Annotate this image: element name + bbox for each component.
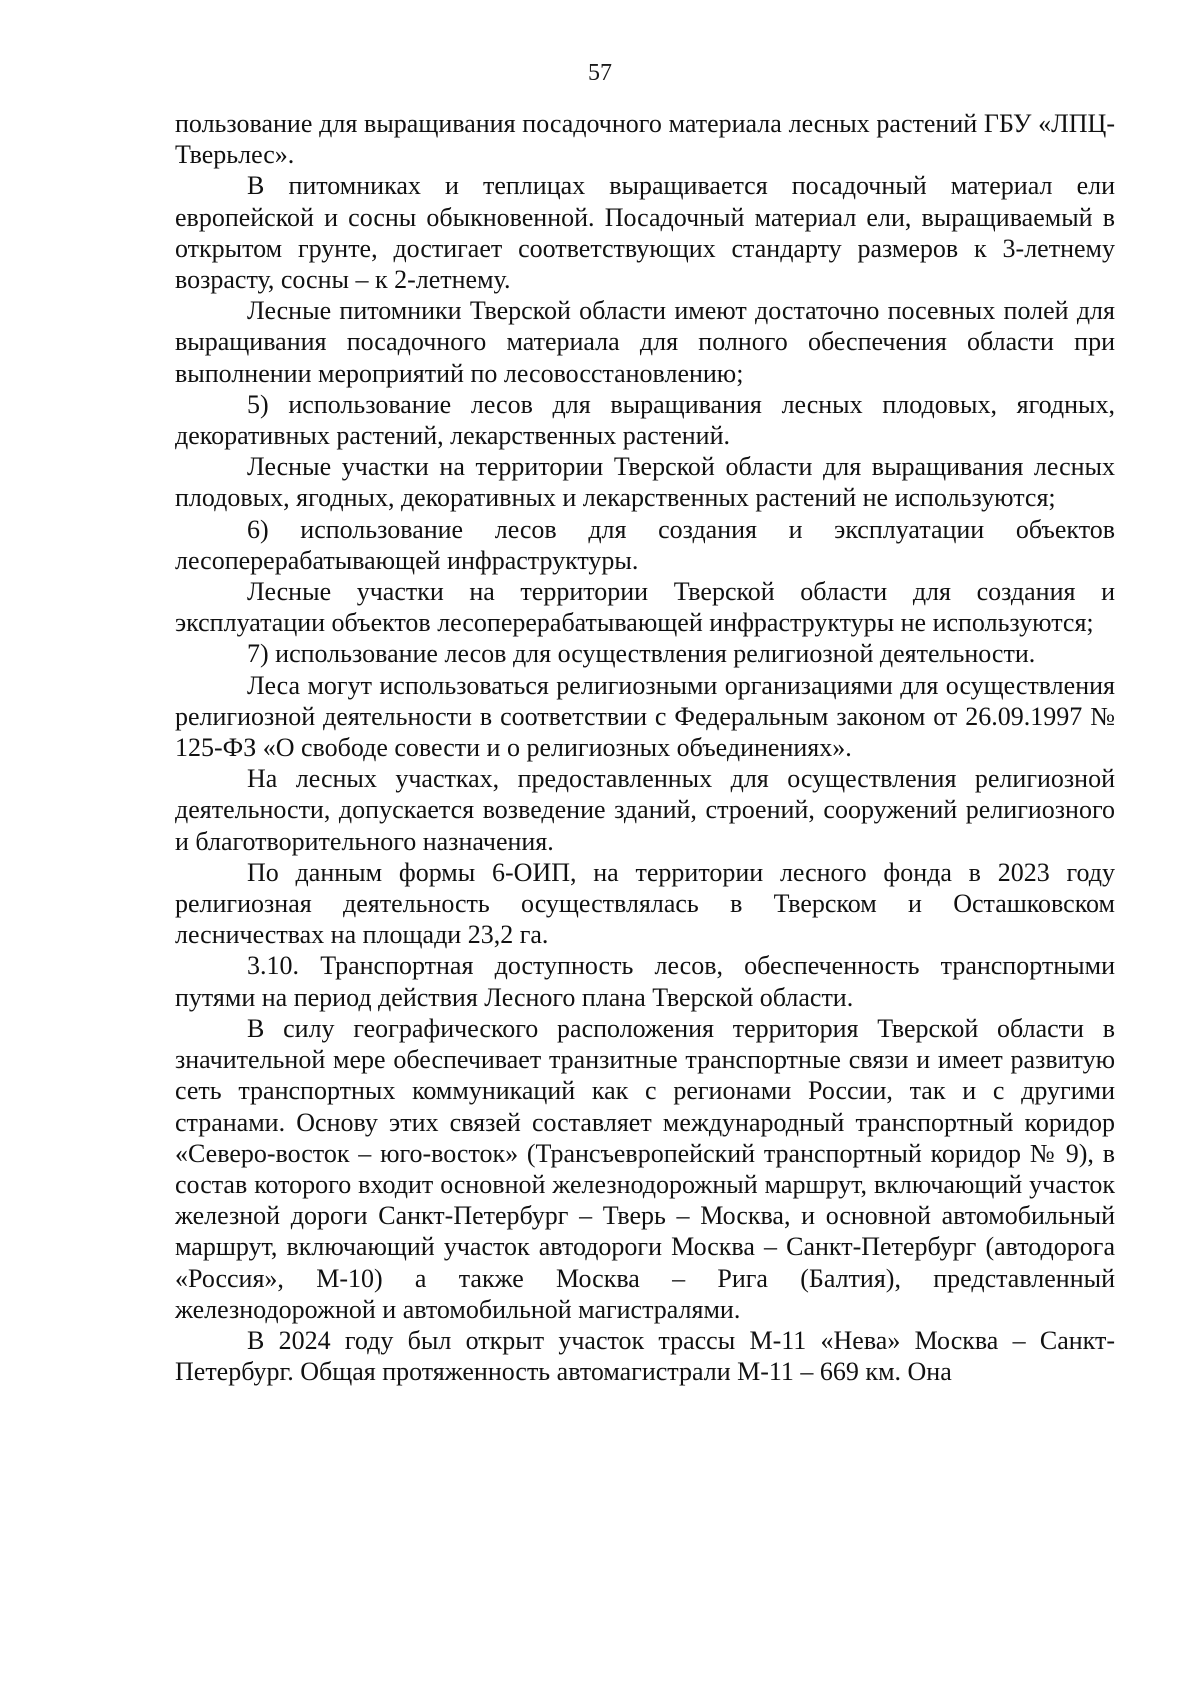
document-body: [175, 108, 1115, 1387]
paragraph: В силу географического расположения территория Тверской области в значительной мере обеспечивает транзитные транспортные связи и имеет развитую сеть транспортных коммуникаций как с регионами России, так и с другими странами. Основу этих связей составляет международный транспортный коридор «Северо-восток – юго-восток» (Трансъевропейский транспортный коридор № 9), в состав которого входит основной железнодорожный маршрут, включающий участок железной дороги Санкт-Петербург – Тверь – Москва, и основной автомобильный маршрут, включающий участок автодороги Москва – Санкт-Петербург (автодорога «Россия», М-10) а также Москва – Рига (Балтия), представленный железнодорожной и автомобильной магистралями.: [175, 1013, 1115, 1324]
page-number: 57: [588, 60, 612, 86]
paragraph: В 2024 году был открыт участок трассы М-11 «Нева» Москва – Санкт-Петербург. Общая протяженность автомагистрали М-11 – 669 км. Она: [175, 1325, 1115, 1387]
paragraph: На лесных участках, предоставленных для осуществления религиозной деятельности, допускается возведение зданий, строений, сооружений религиозного и благотворительного назначения.: [175, 764, 1115, 856]
paragraph: Лесные питомники Тверской области имеют достаточно посевных полей для выращивания посадочного материала для полного обеспечения области при выполнении мероприятий по лесовосстановлению;: [175, 296, 1115, 388]
paragraph: 5) использование лесов для выращивания лесных плодовых, ягодных, декоративных растений, лекарственных растений.: [175, 389, 1115, 451]
paragraph: Леса могут использоваться религиозными организациями для осуществления религиозной деятельности в соответствии с Федеральным законом от 26.09.1997 № 125-ФЗ «О свободе совести и о религиозных объединениях».: [175, 670, 1115, 763]
paragraph: 7) использование лесов для осуществления религиозной деятельности.: [247, 639, 1036, 669]
paragraph: 6) использование лесов для создания и эксплуатации объектов лесоперерабатывающей инфраструктуры.: [175, 514, 1115, 575]
paragraph: Лесные участки на территории Тверской области для выращивания лесных плодовых, ягодных, декоративных и лекарственных растений не используются;: [175, 452, 1115, 513]
paragraph: Лесные участки на территории Тверской области для создания и эксплуатации объектов лесоперерабатывающей инфраструктуры не используются;: [175, 577, 1115, 638]
paragraph: пользование для выращивания посадочного материала лесных растений ГБУ «ЛПЦ-Тверьлес».: [175, 109, 1115, 170]
paragraph: По данным формы 6-ОИП, на территории лесного фонда в 2023 году религиозная деятельность осуществлялась в Тверском и Осташковском лесничествах на площади 23,2 га.: [175, 857, 1115, 950]
paragraph: В питомниках и теплицах выращивается посадочный материал ели европейской и сосны обыкновенной. Посадочный материал ели, выращиваемый в открытом грунте, достигает соответствующих стандарту размеров к 3-летнему возрасту, сосны – к 2-летнему.: [175, 171, 1115, 295]
section-heading-paragraph: 3.10. Транспортная доступность лесов, обеспеченность транспортными путями на период действия Лесного плана Тверской области.: [175, 951, 1115, 1012]
